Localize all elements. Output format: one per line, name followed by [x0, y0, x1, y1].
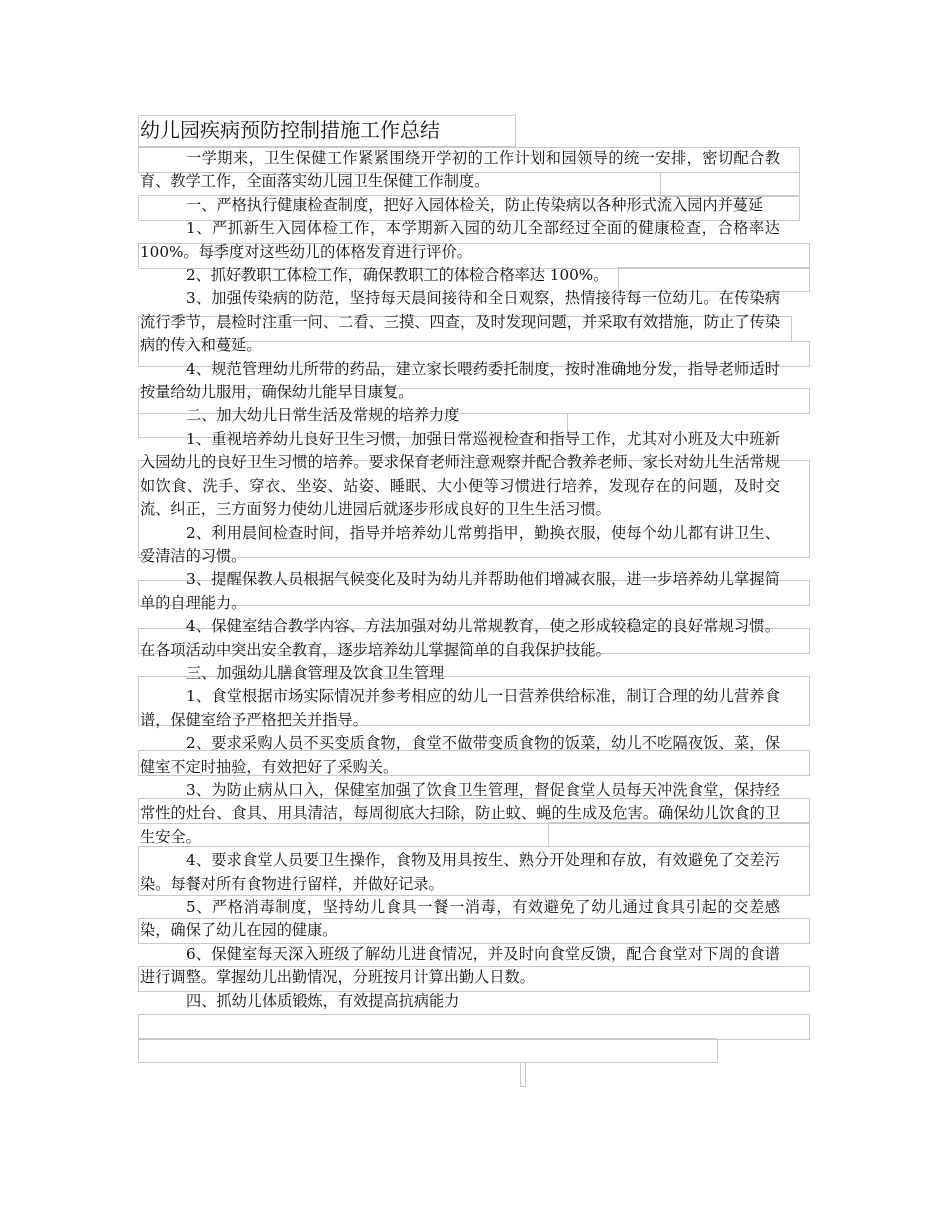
section-item: 5、严格消毒制度，坚持幼儿食具一餐一消毒，有效避免了幼儿通过食具引起的交差感染，确保了幼儿在园的健康。 [140, 898, 780, 940]
section-item: 4、要求食堂人员要卫生操作，食物及用具按生、熟分开处理和存放，有效避免了交差污染。每餐对所有食物进行留样，并做好记录。 [140, 851, 780, 893]
section-item: 3、为防止病从口入，保健室加强了饮食卫生管理，督促食堂人员每天冲洗食堂，保持经常性的灶台、食具、用具清洁，每周彻底大扫除，防止蚊、蝇的生成及危害。确保幼儿饮食的卫生安全。 [140, 780, 780, 846]
section-item: 4、规范管理幼儿所带的药品，建立家长喂药委托制度，按时准确地分发，指导老师适时按量给幼儿服用，确保幼儿能早日康复。 [140, 359, 780, 402]
section-item: 6、保健室每天深入班级了解幼儿进食情况，并及时向食堂反馈，配合食堂对下周的食谱进行调整。掌握幼儿出勤情况，分班按月计算出勤人日数。 [140, 944, 780, 987]
section-heading: 一、严格执行健康检查制度，把好入园体检关，防止传染病以各种形式流入园内并蔓延 [186, 195, 764, 214]
section-item: 2、要求采购人员不买变质食物，食堂不做带变质食物的饭菜，幼儿不吃隔夜饭、菜，保健室不定时抽验，有效把好了采购关。 [140, 734, 780, 776]
section-heading: 三、加强幼儿膳食管理及饮食卫生管理 [186, 663, 445, 682]
document-body [140, 147, 780, 1013]
section-item: 1、重视培养幼儿良好卫生习惯，加强日常巡视检查和指导工作，尤其对小班及大中班新入园幼儿的良好卫生习惯的培养。要求保育老师注意观察并配合教养老师、家长对幼儿生活常规如饮食、洗手、穿衣、坐姿、站姿、睡眠、大小便等习惯进行培养，发现存在的问题，及时交流、纠正，三方面努力使幼儿进园后就逐步形成良好的卫生生活习惯。 [140, 429, 780, 519]
section-heading: 二、加大幼儿日常生活及常规的培养力度 [186, 406, 460, 425]
intro-paragraph: 一学期来，卫生保健工作紧紧围绕开学初的工作计划和园领导的统一安排，密切配合教育、教学工作，全面落实幼儿园卫生保健工作制度。 [140, 149, 780, 191]
section-item: 1、严抓新生入园体检工作，本学期新入园的幼儿全部经过全面的健康检查，合格率达 100%。每季度对这些幼儿的体格发育进行评价。 [140, 219, 780, 261]
document-title: 幼儿园疾病预防控制措施工作总结 [140, 118, 440, 142]
section-item: 2、利用晨间检查时间，指导并培养幼儿常剪指甲，勤换衣服，使每个幼儿都有讲卫生、爱清洁的习惯。 [140, 523, 780, 565]
section-item: 3、加强传染病的防范，坚持每天晨间接待和全日观察，热情接待每一位幼儿。在传染病流行季节，晨检时注重一问、二看、三摸、四查，及时发现问题，并采取有效措施，防止了传染病的传入和蔓延。 [140, 289, 780, 355]
text-frame [138, 1038, 718, 1063]
text-frame [520, 1062, 526, 1087]
text-frame [138, 1014, 810, 1040]
section-item: 2、抓好教职工体检工作，确保教职工的体检合格率达 100%。 [186, 266, 609, 285]
section-item: 4、保健室结合教学内容、方法加强对幼儿常规教育，使之形成较稳定的良好常规习惯。在各项活动中突出安全教育，逐步培养幼儿掌握简单的自我保护技能。 [140, 617, 780, 659]
section-item: 1、食堂根据市场实际情况并参考相应的幼儿一日营养供给标准，制订合理的幼儿营养食谱，保健室给予严格把关并指导。 [140, 687, 780, 729]
section-item: 3、提醒保教人员根据气候变化及时为幼儿并帮助他们增减衣服，进一步培养幼儿掌握简单的自理能力。 [140, 570, 780, 612]
section-heading: 四、抓幼儿体质锻炼，有效提高抗病能力 [186, 991, 460, 1010]
